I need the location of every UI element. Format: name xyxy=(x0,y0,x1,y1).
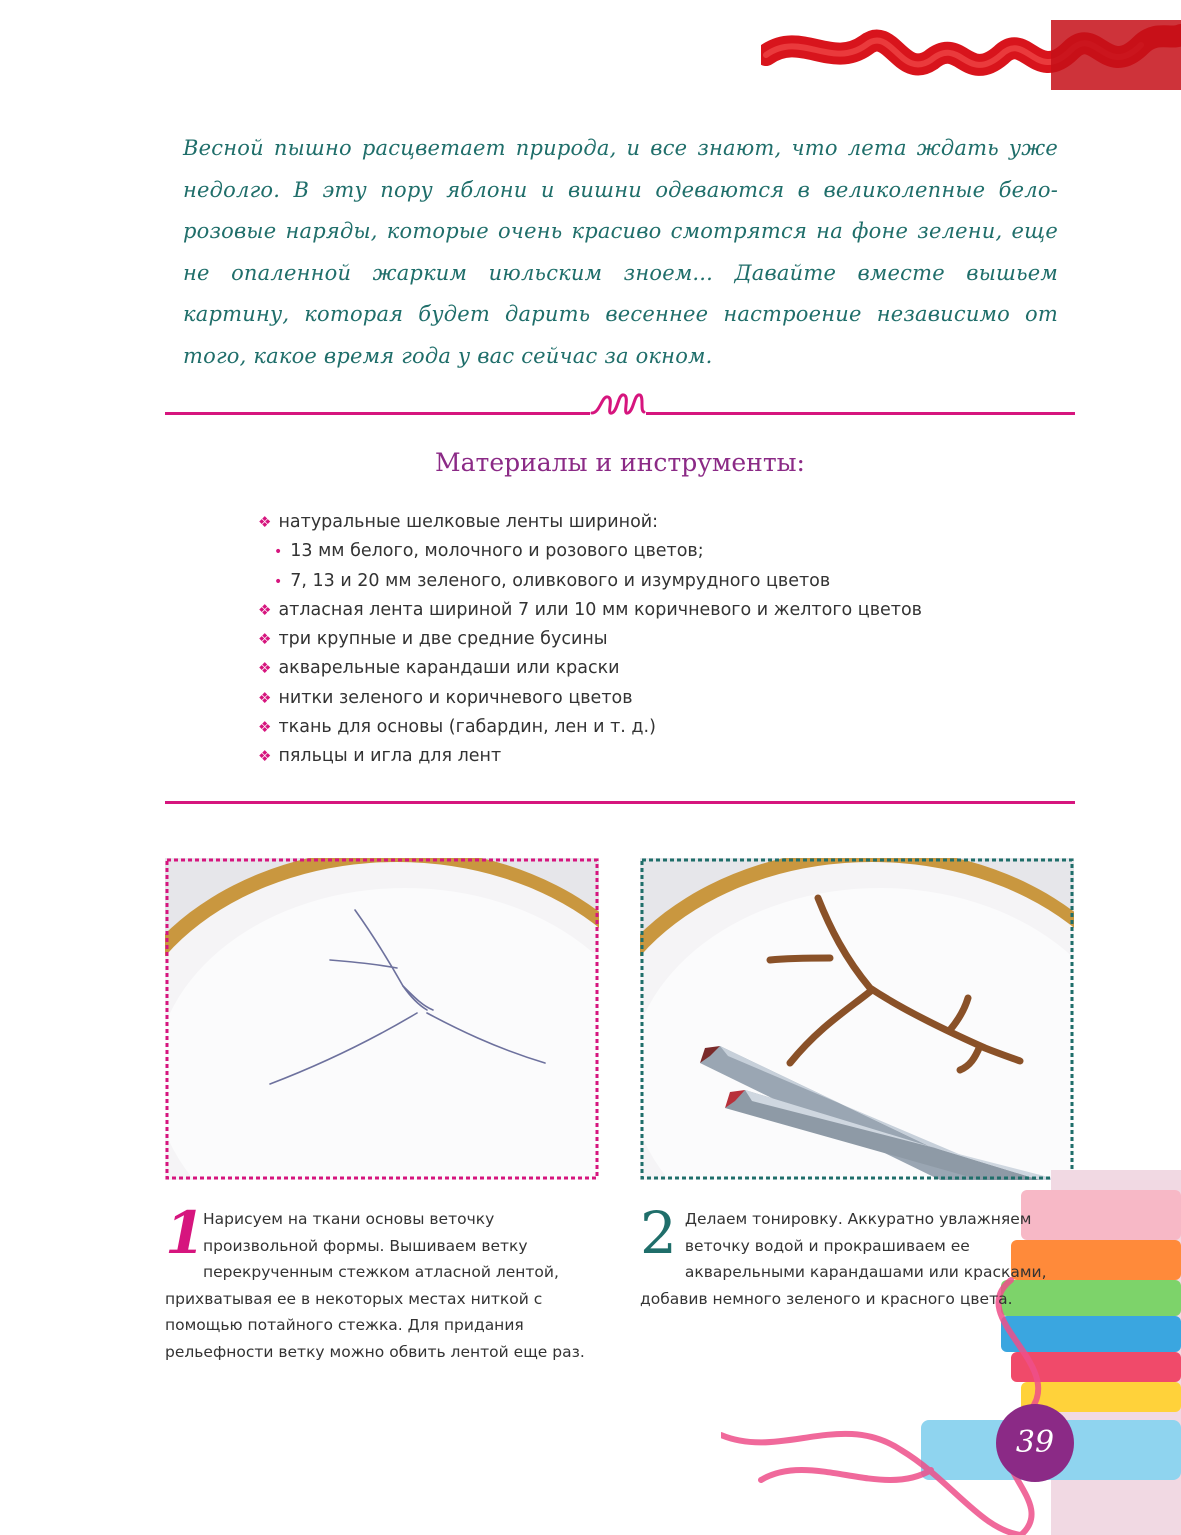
list-item: ❖ акварельные карандаши или краски xyxy=(258,658,620,679)
step-2 xyxy=(640,1199,1060,1312)
dot-bullet-icon: • xyxy=(274,573,283,590)
diamond-bullet-icon: ❖ xyxy=(258,513,272,531)
page-number: 39 xyxy=(996,1404,1074,1482)
list-item: ❖ ткань для основы (габардин, лен и т. д.) xyxy=(258,717,656,738)
diamond-bullet-icon: ❖ xyxy=(258,600,272,619)
list-item: ❖ атласная лента шириной 7 или 10 мм коричневого и желтого цветов xyxy=(258,599,922,620)
list-item: ❖ натуральные шелковые ленты шириной: xyxy=(258,512,659,532)
list-item: • 7, 13 и 20 мм зеленого, оливкового и изумрудного цветов xyxy=(274,570,831,591)
step-2-photo xyxy=(640,858,1074,1180)
dot-bullet-icon: • xyxy=(274,544,283,561)
diamond-bullet-icon: ❖ xyxy=(258,747,272,766)
diamond-bullet-icon: ❖ xyxy=(258,718,272,737)
materials-title: Материалы и инструменты: xyxy=(435,448,805,477)
step-text: Нарисуем на ткани основы веточку произвольной формы. Вышиваем ветку перекрученным стежком атласной лентой, прихватывая ее в некоторых местах ниткой с помощью потайного стежка. Для придания рельефности ветку можно обвить лентой еще раз. xyxy=(165,1210,585,1361)
list-item: ❖ нитки зеленого и коричневого цветов xyxy=(258,687,633,708)
section-divider xyxy=(165,801,1075,804)
step-1 xyxy=(165,1199,602,1366)
diamond-bullet-icon: ❖ xyxy=(258,659,272,678)
step-number: 2 xyxy=(640,1199,677,1267)
materials-list xyxy=(258,508,1018,772)
step-text: Делаем тонировку. Аккуратно увлажняем веточку водой и прокрашиваем ее акварельными карандашами или красками, добавив немного зеленого и красного цвета. xyxy=(640,1210,1047,1308)
intro-paragraph: Весной пышно расцветает природа, и все знают, что лета ждать уже недолго. В эту пору яблони и вишни одеваются в великолепные бело-розовые наряды, которые очень красиво смотрятся на фоне зелени, еще не опаленной жарким июльским зноем... Давайте вместе вышьем картину, которая будет дарить весеннее настроение независимо от того, какое время года у вас сейчас за окном. xyxy=(183,136,1058,368)
curl-ornament-icon xyxy=(590,385,646,419)
list-item: ❖ пяльцы и игла для лент xyxy=(258,746,502,767)
diamond-bullet-icon: ❖ xyxy=(258,630,272,649)
red-ribbon-decoration xyxy=(761,0,1181,110)
list-item: ❖ три крупные и две средние бусины xyxy=(258,629,608,650)
list-item: • 13 мм белого, молочного и розового цветов; xyxy=(274,541,704,562)
step-number: 1 xyxy=(165,1199,206,1267)
diamond-bullet-icon: ❖ xyxy=(258,688,272,707)
step-1-photo xyxy=(165,858,599,1180)
